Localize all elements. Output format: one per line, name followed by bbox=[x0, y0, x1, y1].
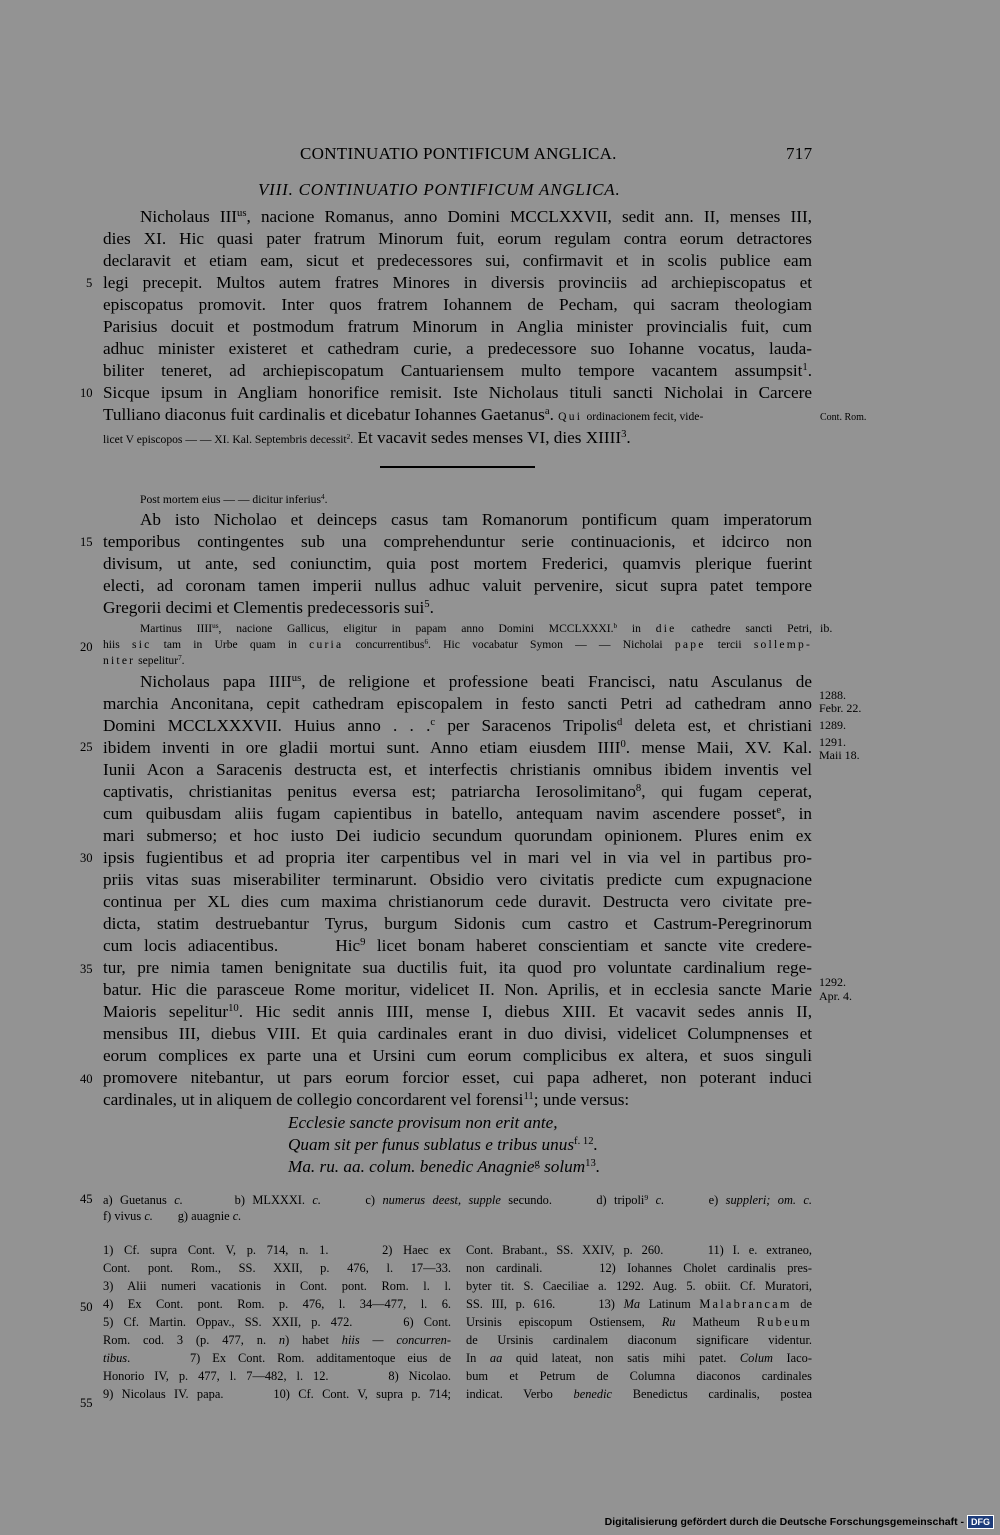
margin-date: 1292. bbox=[819, 975, 846, 989]
line-number: 35 bbox=[80, 962, 93, 976]
margin-date: 1291. bbox=[819, 735, 846, 749]
digitization-banner bbox=[605, 1515, 994, 1529]
line-number: 40 bbox=[80, 1072, 93, 1086]
margin-date: Apr. 4. bbox=[819, 989, 852, 1003]
line-number: 20 bbox=[80, 640, 93, 654]
line-number: 50 bbox=[80, 1300, 93, 1314]
line-number: 25 bbox=[80, 740, 93, 754]
margin-date: 1289. bbox=[819, 718, 846, 732]
note-post-mortem: Post mortem eius — — dicitur inferius$^4$. bbox=[140, 493, 328, 506]
page-number: 717 bbox=[786, 144, 813, 163]
line-number: 5 bbox=[86, 276, 93, 290]
margin-note: ib. bbox=[820, 621, 833, 635]
margin-date: Febr. 22. bbox=[819, 701, 862, 715]
margin-note: Cont. Rom. bbox=[820, 412, 867, 423]
margin-date: Maii 18. bbox=[819, 748, 860, 762]
section-title: VIII. CONTINUATIO PONTIFICUM ANGLICA. bbox=[258, 180, 621, 199]
line-number: 15 bbox=[80, 535, 93, 549]
line-number: 45 bbox=[80, 1192, 93, 1206]
line-number: 55 bbox=[80, 1396, 93, 1410]
line-number: 30 bbox=[80, 851, 93, 865]
dfg-logo: DFG bbox=[967, 1515, 994, 1529]
running-title: CONTINUATIO PONTIFICUM ANGLICA. bbox=[300, 144, 617, 163]
line-number: 10 bbox=[80, 386, 93, 400]
section-divider bbox=[380, 466, 535, 468]
banner-text: Digitalisierung gefördert durch die Deutsche Forschungsgemeinschaft - bbox=[604, 1516, 964, 1528]
margin-date: 1288. bbox=[819, 688, 846, 702]
